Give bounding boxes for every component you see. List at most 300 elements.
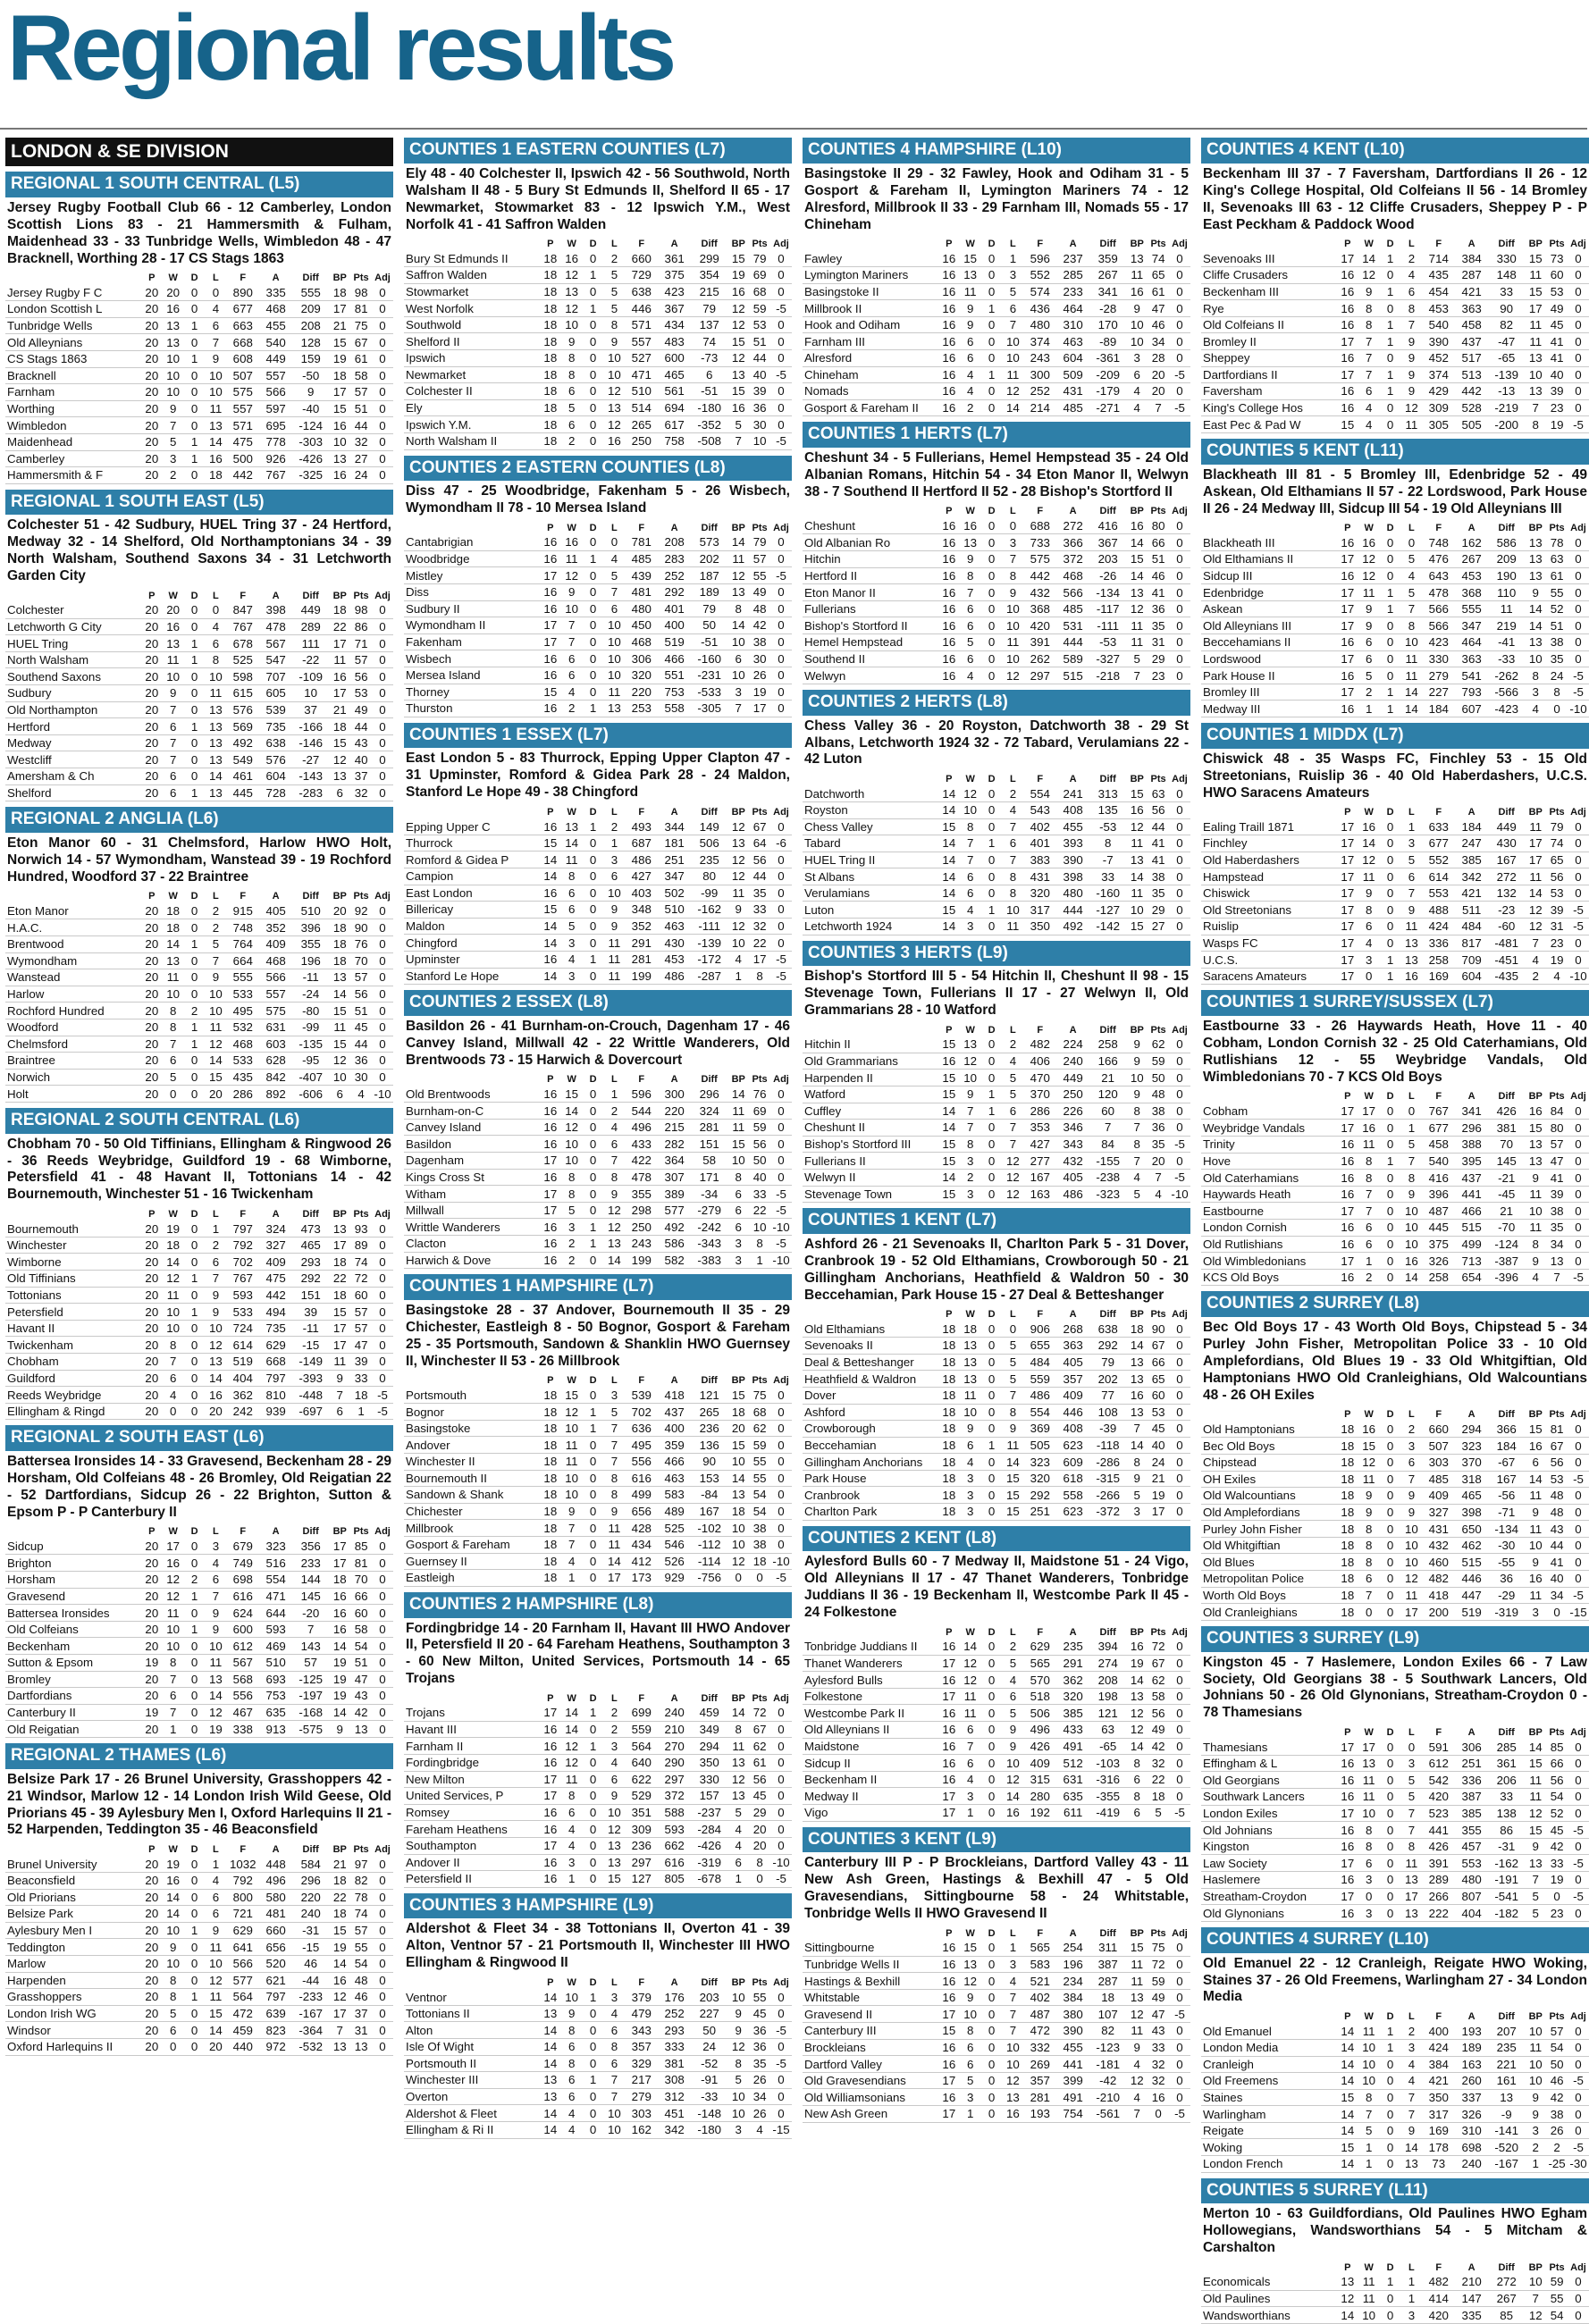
stat-cell: 0: [981, 1153, 1003, 1170]
column-header: W: [1364, 807, 1374, 818]
fixture-results: Ely 48 - 40 Colchester II, Ipswich 42 - 56 Southwold, North Walsham II 48 - 5 Bury St Edmunds II, Shelford II 65 - 17 Newmarket, Stowmarket 83 - 12 Ipswich Y.M., West Norfolk 41 - 41 Saffron Walden: [406, 165, 790, 232]
table-row: [1201, 250, 1589, 266]
stat-cell: 120: [1089, 1086, 1126, 1103]
stat-cell: 12: [1002, 2072, 1023, 2089]
stat-cell: 251: [658, 852, 691, 868]
table-row: [404, 1738, 792, 1755]
stat-cell: 0: [1169, 1437, 1190, 1454]
team-name: Old Albanian Ro: [803, 534, 938, 551]
stat-cell: 5: [163, 1069, 184, 1086]
column-header: A: [670, 1375, 678, 1387]
stat-cell: 0: [583, 617, 604, 634]
column-header: [5, 589, 141, 602]
column-header: F: [638, 522, 645, 533]
stat-cell: 66: [1148, 534, 1169, 551]
stat-cell: 2: [205, 1237, 226, 1254]
stat-cell: 0: [981, 518, 1003, 534]
stat-cell: 13: [603, 701, 625, 717]
stat-cell: 16: [938, 1989, 960, 2006]
team-name: Teddington: [5, 1939, 141, 1956]
column-header: Diff: [1099, 1309, 1116, 1321]
stat-cell: 517: [1455, 349, 1488, 366]
team-name: Staines: [1201, 2089, 1337, 2106]
stat-cell: 20: [727, 1420, 749, 1437]
stat-cell: 13: [960, 1956, 981, 1973]
stat-cell: 57: [350, 384, 372, 401]
stat-cell: 10: [561, 1989, 583, 2005]
stat-cell: 14: [727, 1470, 749, 1487]
stat-cell: 1: [1400, 819, 1422, 835]
stat-cell: 16: [1337, 1872, 1358, 1889]
team-name: London Irish WG: [5, 2005, 141, 2022]
stat-cell: 408: [1056, 1421, 1089, 1438]
stat-cell: 9: [1525, 1504, 1546, 1521]
table-row: [5, 1086, 393, 1103]
stat-cell: 300: [1023, 366, 1056, 383]
column-header: Diff: [1498, 2261, 1515, 2273]
stat-cell: 0: [1380, 1120, 1401, 1137]
league-section: [1201, 990, 1589, 1286]
stat-cell: 515: [1455, 1220, 1488, 1237]
stat-cell: 16: [938, 667, 960, 684]
stat-cell: 14: [1525, 1739, 1546, 1755]
stat-cell: 243: [1023, 349, 1056, 366]
stat-cell: 40: [1546, 1571, 1568, 1588]
stat-cell: 0: [184, 1889, 206, 1906]
stat-cell: 451: [658, 2105, 691, 2122]
stat-cell: -139: [691, 935, 727, 952]
stat-cell: 12: [205, 1337, 226, 1354]
stat-cell: 1: [583, 1738, 604, 1755]
stat-cell: 11: [1126, 617, 1148, 634]
stat-cell: 4: [1126, 1169, 1148, 1186]
stat-cell: 20: [141, 618, 163, 635]
stat-cell: 286: [226, 1086, 259, 1103]
stat-cell: 17: [329, 635, 350, 652]
stat-cell: 12: [163, 1271, 184, 1288]
stat-cell: 0: [1169, 283, 1190, 300]
stat-cell: 435: [1422, 267, 1455, 284]
stat-cell: 401: [658, 600, 691, 617]
fixture-results: Basildon 26 - 41 Burnham-on-Crouch, Dagenham 17 - 46 Canvey Island, Millwall 42 - 22 Writtle Wanderers, Old Brentwoods 73 - 15 Harwich & Dovercourt: [406, 1018, 790, 1068]
fixture-results: Aylesford Bulls 60 - 7 Medway II, Maidstone 51 - 24 Vigo, Old Alleynians II 17 - 47 Thanet Wanderers, Tonbridge Juddians II 36 - 19 Beckenham II, Westcombe Park II 45 - 24 Folkestone: [804, 1554, 1189, 1621]
team-name: Beccehamian: [803, 1437, 938, 1454]
table-row: [1201, 1504, 1589, 1521]
stat-cell: 0: [1568, 2089, 1589, 2106]
stat-cell: -42: [1089, 2072, 1126, 2089]
table-header: [803, 1023, 1190, 1036]
stat-cell: 6: [960, 1755, 981, 1772]
table-row: [803, 1404, 1190, 1421]
stat-cell: 0: [1169, 818, 1190, 835]
stat-cell: 913: [259, 1721, 292, 1738]
stat-cell: 33: [749, 902, 770, 919]
team-name: Welwyn II: [803, 1169, 938, 1186]
stat-cell: 0: [770, 1453, 792, 1470]
stat-cell: 342: [658, 2121, 691, 2138]
stat-cell: -5: [1568, 1269, 1589, 1286]
stat-cell: 0: [163, 1086, 184, 1103]
stat-cell: 0: [583, 1103, 604, 1120]
stat-cell: 27: [1148, 919, 1169, 935]
column-header: BP: [332, 891, 347, 902]
column-header: [404, 1073, 540, 1086]
league-section: [1201, 2178, 1589, 2324]
stat-cell: 16: [329, 467, 350, 484]
column-header: L: [1010, 1626, 1016, 1638]
stat-cell: 9: [205, 1621, 226, 1638]
stat-cell: 18: [329, 1572, 350, 1589]
stat-cell: 267: [1488, 2290, 1525, 2307]
column-header: A: [272, 273, 280, 284]
stat-cell: 15: [938, 902, 960, 919]
column-header: Pts: [1150, 238, 1166, 249]
stat-cell: 0: [981, 534, 1003, 551]
stat-cell: 370: [1455, 1454, 1488, 1471]
table-header: [5, 1207, 393, 1221]
table-row: [404, 2038, 792, 2055]
stat-cell: 31: [1148, 634, 1169, 651]
stat-cell: 11: [727, 1103, 749, 1120]
stat-cell: 0: [981, 852, 1003, 868]
stat-cell: 76: [350, 935, 372, 952]
table-row: [1201, 1454, 1589, 1471]
stat-cell: 17: [1337, 902, 1358, 919]
stat-cell: 570: [1023, 1672, 1056, 1689]
stat-cell: 402: [1023, 1989, 1056, 2006]
stat-cell: -343: [691, 1236, 727, 1253]
column-header: Adj: [1172, 1024, 1188, 1036]
table-row: [1201, 399, 1589, 416]
stat-cell: 414: [1422, 2290, 1455, 2307]
stat-cell: 629: [226, 1922, 259, 1939]
stat-cell: 0: [184, 751, 206, 768]
league-section: [803, 1526, 1190, 1822]
stat-cell: 2: [960, 399, 981, 416]
stat-cell: 13: [1400, 1905, 1422, 1922]
stat-cell: 418: [1422, 1587, 1455, 1604]
stat-cell: 281: [1023, 2089, 1056, 2106]
stat-cell: 3: [727, 1252, 749, 1269]
stat-cell: 10: [1002, 1755, 1023, 1772]
stat-cell: 0: [1148, 2105, 1169, 2122]
stat-cell: 9: [960, 316, 981, 333]
league-section: [5, 1108, 393, 1421]
stat-cell: 20: [141, 1671, 163, 1688]
stat-cell: 616: [625, 1470, 658, 1487]
fixture-results: Canterbury III P - P Brockleians, Dartford Valley 43 - 11 New Ash Green, Hastings & Bexhill 47 - 5 Old Gravesendians, Sittingbourne 58 - 24 Whitstable, Tonbridge Wells II HWO Gravesend II: [804, 1855, 1189, 1922]
table-row: [1201, 551, 1589, 568]
stat-cell: 431: [1023, 868, 1056, 885]
stat-cell: 13: [1400, 1872, 1422, 1889]
table-row: [5, 718, 393, 735]
stat-cell: 16: [540, 550, 561, 567]
stat-cell: 478: [625, 1169, 658, 1186]
stat-cell: 15: [540, 835, 561, 852]
table-row: [5, 1972, 393, 1989]
stat-cell: 0: [770, 1388, 792, 1404]
stat-cell: 13: [1525, 567, 1546, 584]
stat-cell: 15: [1337, 2139, 1358, 2156]
stat-cell: 61: [350, 350, 372, 367]
stat-cell: 250: [625, 1219, 658, 1236]
stat-cell: 5: [1525, 1888, 1546, 1905]
table-row: [803, 835, 1190, 852]
team-name: Woodbridge: [404, 550, 540, 567]
stat-cell: 13: [960, 1036, 981, 1053]
team-name: Canterbury II: [5, 1704, 141, 1721]
table-row: [5, 1539, 393, 1555]
stat-cell: 0: [1546, 1604, 1568, 1621]
table-row: [404, 1136, 792, 1153]
stat-cell: 24: [691, 2038, 727, 2055]
stat-cell: 12: [1126, 2006, 1148, 2023]
stat-cell: 215: [658, 1119, 691, 1136]
stat-cell: 14: [1126, 1738, 1148, 1755]
stat-cell: 12: [1002, 383, 1023, 400]
stat-cell: 516: [259, 1555, 292, 1572]
stat-cell: 0: [1380, 1422, 1401, 1438]
stat-cell: 54: [749, 1503, 770, 1520]
column-header: BP: [1528, 1726, 1543, 1738]
stat-cell: 173: [625, 1570, 658, 1587]
column-header: A: [1069, 1309, 1077, 1321]
stat-cell: 0: [1380, 1872, 1401, 1889]
team-name: Saffron Walden: [404, 267, 540, 284]
fixture-results: Basingstoke II 29 - 32 Fawley, Hook and Odiham 31 - 5 Gosport & Fareham II, Lymington Mariners 74 - 12 Alresford, Millbrook II 33 - 29 Farnham III, Nomads 55 - 17 Chineham: [804, 165, 1189, 232]
stat-cell: 1: [981, 366, 1003, 383]
table-row: [803, 1655, 1190, 1672]
stat-cell: 363: [1455, 300, 1488, 317]
table-row: [5, 1939, 393, 1956]
stat-cell: 1: [583, 951, 604, 968]
stat-cell: 2: [603, 1705, 625, 1721]
league-section: [803, 1827, 1190, 2123]
column-header: F: [1435, 2261, 1442, 2273]
stat-cell: 80: [1148, 518, 1169, 534]
stat-cell: 20: [141, 1069, 163, 1086]
table-row: [404, 600, 792, 617]
table-header: [404, 1976, 792, 1989]
stat-cell: 13: [163, 952, 184, 969]
stat-cell: 6: [163, 2022, 184, 2039]
stat-cell: 6: [960, 600, 981, 617]
team-name: Ealing Traill 1871: [1201, 819, 1337, 835]
stat-cell: 0: [770, 267, 792, 284]
stat-cell: 748: [226, 919, 259, 936]
column-header: P: [547, 1074, 554, 1086]
stat-cell: 5: [603, 283, 625, 300]
stat-cell: 10: [1358, 1805, 1380, 1822]
column-header: W: [567, 1074, 576, 1086]
stat-cell: 159: [292, 350, 329, 367]
team-name: Medway III: [1201, 701, 1337, 717]
stat-cell: 355: [292, 935, 329, 952]
stat-cell: 426: [1023, 1738, 1056, 1755]
stat-cell: 442: [226, 467, 259, 484]
stat-cell: 47: [1148, 2006, 1169, 2023]
team-name: Aylesbury Men I: [5, 1922, 141, 1939]
stat-cell: 0: [1380, 2122, 1401, 2139]
stat-cell: 0: [981, 919, 1003, 935]
stat-cell: -5: [770, 1570, 792, 1587]
team-name: Stevenage Town: [803, 1186, 938, 1203]
stat-cell: 59: [749, 1119, 770, 1136]
stat-cell: 16: [1002, 1805, 1023, 1822]
stat-cell: 85: [350, 1539, 372, 1555]
stat-cell: 0: [1169, 1120, 1190, 1137]
stat-cell: 16: [1337, 567, 1358, 584]
stat-cell: 193: [1455, 2023, 1488, 2039]
stat-cell: 0: [1568, 1739, 1589, 1755]
stat-cell: 0: [981, 1956, 1003, 1973]
stat-cell: 583: [1023, 1956, 1056, 1973]
column-header: BP: [332, 273, 347, 284]
stat-cell: 0: [372, 1271, 393, 1288]
stat-cell: 359: [1089, 250, 1126, 266]
stat-cell: -5: [1568, 1587, 1589, 1604]
stat-cell: 20: [1148, 1153, 1169, 1170]
stat-cell: 149: [691, 818, 727, 835]
fixture-results: Bishop's Stortford III 5 - 54 Hitchin II, Cheshunt II 98 - 15 Stevenage Town, Fullerians II 17 - 27 Welwyn II, Old Grammarians 28 - 10 Watford: [804, 969, 1189, 1019]
column-header: W: [965, 1626, 975, 1638]
column-header: Adj: [1172, 506, 1188, 517]
column-header: L: [611, 1375, 618, 1387]
fixture-results: Cheshunt 34 - 5 Fullerians, Hemel Hempstead 35 - 24 Old Albanian Romans, Hitchin 54 - 34 Eton Manor II, Welwyn 38 - 7 Southend II Hertford II 52 - 28 Bishop's Stortford II: [804, 450, 1189, 499]
stat-cell: 513: [1455, 366, 1488, 383]
stat-cell: 11: [1400, 1587, 1422, 1604]
stat-cell: 17: [603, 1570, 625, 1587]
stat-cell: 1: [583, 1219, 604, 1236]
stat-cell: 0: [184, 685, 206, 702]
table-row: [5, 433, 393, 450]
stat-cell: 0: [184, 1539, 206, 1555]
stat-cell: 13: [205, 751, 226, 768]
stat-cell: 4: [1002, 1973, 1023, 1990]
stat-cell: 11: [561, 550, 583, 567]
table-row: [404, 1871, 792, 1888]
stat-cell: 12: [603, 383, 625, 400]
stat-cell: 0: [1568, 333, 1589, 350]
stat-cell: 600: [658, 349, 691, 366]
column-header: Pts: [1150, 1309, 1166, 1321]
table-row: [1201, 868, 1589, 885]
stat-cell: 0: [1169, 1738, 1190, 1755]
stat-cell: -541: [1488, 1888, 1525, 1905]
stat-cell: 0: [770, 1086, 792, 1103]
team-name: Dartfordians II: [1201, 366, 1337, 383]
stat-cell: -65: [1089, 1738, 1126, 1755]
stat-cell: 12: [1337, 2290, 1358, 2307]
stat-cell: 573: [691, 534, 727, 550]
stat-cell: 0: [1169, 2056, 1190, 2073]
stat-cell: 14: [1400, 684, 1422, 701]
column-header: L: [1408, 522, 1415, 533]
team-name: Eton Manor II: [803, 584, 938, 601]
stat-cell: 0: [583, 935, 604, 952]
stat-cell: 389: [658, 1186, 691, 1203]
column-header: Diff: [302, 590, 319, 601]
table-header: [1201, 1408, 1589, 1422]
stat-cell: 0: [1169, 600, 1190, 617]
stat-cell: 17: [1337, 952, 1358, 969]
stat-cell: 532: [226, 1019, 259, 1036]
stat-cell: 341: [1455, 1103, 1488, 1120]
stat-cell: 10: [1525, 2274, 1546, 2290]
stat-cell: 470: [1023, 1070, 1056, 1086]
stat-cell: -5: [770, 1871, 792, 1888]
stat-cell: 20: [141, 2005, 163, 2022]
stat-cell: 11: [1400, 919, 1422, 935]
table-row: [1201, 852, 1589, 868]
stat-cell: 374: [1023, 333, 1056, 350]
stat-cell: 14: [540, 2038, 561, 2055]
column-header: W: [965, 1024, 975, 1036]
stat-cell: -5: [770, 1186, 792, 1203]
stat-cell: -70: [1488, 1220, 1525, 1237]
column-4: [1201, 138, 1589, 2322]
stat-cell: 428: [625, 1520, 658, 1537]
stat-cell: 10: [960, 1070, 981, 1086]
stat-cell: 7: [163, 701, 184, 718]
stat-cell: 22: [329, 618, 350, 635]
stat-cell: 16: [1337, 1269, 1358, 1286]
stat-cell: 38: [1546, 1203, 1568, 1220]
stat-cell: 0: [184, 1955, 206, 1972]
stat-cell: 0: [583, 1388, 604, 1404]
stat-cell: 6: [561, 383, 583, 400]
column-header: Adj: [1570, 1409, 1586, 1421]
stat-cell: 445: [226, 784, 259, 801]
stat-cell: 0: [372, 734, 393, 751]
stat-cell: 51: [749, 333, 770, 350]
stat-cell: 9: [1525, 1838, 1546, 1855]
stat-cell: 16: [938, 316, 960, 333]
column-header: BP: [332, 590, 347, 601]
league-section: [1201, 138, 1589, 433]
table-row: [1201, 2274, 1589, 2290]
stat-cell: 3: [1525, 1604, 1546, 1621]
stat-cell: 16: [540, 885, 561, 902]
stat-cell: 35: [1148, 1136, 1169, 1153]
stat-cell: 496: [1023, 1722, 1056, 1739]
stat-cell: 11: [561, 852, 583, 868]
league-heading: REGIONAL 1 SOUTH CENTRAL (L5): [5, 172, 393, 197]
column-header: Adj: [1570, 2010, 1586, 2022]
stat-cell: 374: [1422, 366, 1455, 383]
stat-cell: 797: [259, 1989, 292, 2006]
stat-cell: 19: [749, 684, 770, 701]
stat-cell: 64: [749, 835, 770, 852]
stat-cell: 4: [603, 1754, 625, 1771]
table-row: [1201, 1604, 1589, 1621]
stat-cell: 303: [625, 2105, 658, 2122]
stat-cell: 0: [1568, 1438, 1589, 1455]
column-header: Adj: [1172, 238, 1188, 249]
stat-cell: 12: [329, 1053, 350, 1070]
stat-cell: 2: [184, 1572, 206, 1589]
team-name: Sidcup: [5, 1539, 141, 1555]
stat-cell: 10: [960, 2006, 981, 2023]
stat-cell: -533: [691, 684, 727, 701]
stat-cell: 1: [561, 1570, 583, 1587]
stat-cell: 6: [960, 1722, 981, 1739]
table-row: [1201, 416, 1589, 433]
stat-cell: 0: [583, 1570, 604, 1587]
stat-cell: 16: [727, 283, 749, 300]
stat-cell: 4: [1126, 399, 1148, 416]
stat-cell: 42: [350, 1704, 372, 1721]
